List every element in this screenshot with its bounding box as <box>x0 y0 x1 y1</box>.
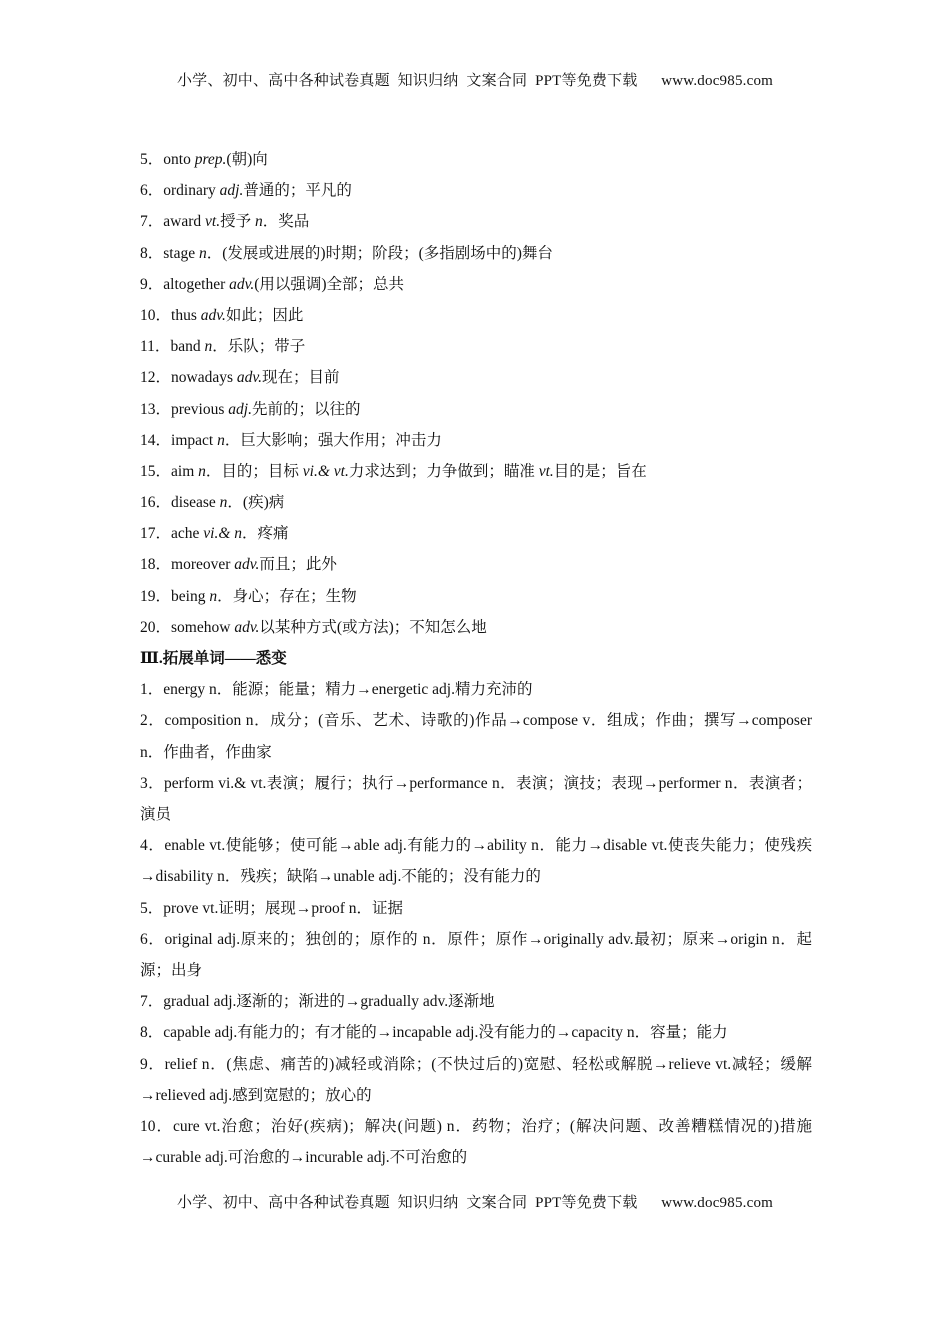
page-footer: 小学、初中、高中各种试卷真题 知识归纳 文案合同 PPT等免费下载 www.doc985.com <box>176 1195 774 1211</box>
section-title: Ⅲ.拓展单词——悉变 <box>140 650 287 667</box>
expanded-entry-6: 6．original adj.原来的；独创的；原作的 n．原件；原作→originally adv.最初；原来→origin n．起源；出身 <box>140 930 812 980</box>
word-entry-10: 10．thus adv.如此；因此 <box>140 306 304 324</box>
word-entry-9: 9．altogether adv.(用以强调)全部；总共 <box>140 275 405 293</box>
expanded-entry-1: 1．energy n．能源；能量；精力→energetic adj.精力充沛的 <box>140 681 533 699</box>
word-entry-18: 18．moreover adv.而且；此外 <box>140 556 337 574</box>
word-entry-19: 19．being n．身心；存在；生物 <box>140 587 357 605</box>
word-entry-15: 15．aim n．目的；目标 vi.& vt.力求达到；力争做到；瞄准 vt.目的是；旨在 <box>140 462 647 480</box>
expanded-entry-8: 8．capable adj.有能力的；有才能的→incapable adj.没有能力的→capacity n．容量；能力 <box>140 1024 728 1042</box>
page-header: 小学、初中、高中各种试卷真题 知识归纳 文案合同 PPT等免费下载 www.doc985.com <box>176 73 774 89</box>
word-entry-16: 16．disease n．(疾)病 <box>140 494 285 512</box>
expanded-entry-9: 9．relief n．(焦虑、痛苦的)减轻或消除；(不快过后的)宽慰、轻松或解脱→relieve vt.减轻；缓解→relieved adj.感到宽慰的；放心的 <box>140 1055 812 1104</box>
word-entry-13: 13．previous adj.先前的；以往的 <box>140 400 361 418</box>
word-entry-17: 17．ache vi.& n．疼痛 <box>140 525 289 543</box>
word-entry-6: 6．ordinary adj.普通的；平凡的 <box>140 182 352 200</box>
word-entry-7: 7．award vt.授予 n．奖品 <box>140 213 310 231</box>
word-entry-5: 5．onto prep.(朝)向 <box>140 151 268 168</box>
expanded-entry-2: 2．composition n．成分；(音乐、艺术、诗歌的)作品→compose v．组成；作曲；撰写→composer n．作曲者，作曲家 <box>140 712 812 761</box>
word-entry-12: 12．nowadays adv.现在；目前 <box>140 369 340 387</box>
vocabulary-list <box>140 144 812 1173</box>
word-entry-8: 8．stage n．(发展或进展的)时期；阶段；(多指剧场中的)舞台 <box>140 244 553 262</box>
word-entry-14: 14．impact n．巨大影响；强大作用；冲击力 <box>140 431 442 449</box>
word-entry-20: 20．somehow adv.以某种方式(或方法)；不知怎么地 <box>140 618 487 636</box>
expanded-entry-3: 3．perform vi.& vt.表演；履行；执行→performance n．表演；演技；表现→performer n．表演者；演员 <box>140 774 812 823</box>
expanded-entry-7: 7．gradual adj.逐渐的；渐进的→gradually adv.逐渐地 <box>140 993 495 1011</box>
expanded-entry-10: 10．cure vt.治愈；治好(疾病)；解决(问题) n．药物；治疗；(解决问题、改善糟糕情况的)措施→curable adj.可治愈的→incurable adj.不可治愈的 <box>140 1118 812 1167</box>
expanded-entry-4: 4．enable vt.使能够；使可能→able adj.有能力的→ability n．能力→disable vt.使丧失能力；使残疾→disability n．残疾；缺陷→unable adj.不能的；没有能力的 <box>140 837 812 886</box>
expanded-entry-5: 5．prove vt.证明；展现→proof n．证据 <box>140 899 404 917</box>
word-entry-11: 11．band n．乐队；带子 <box>140 338 306 356</box>
